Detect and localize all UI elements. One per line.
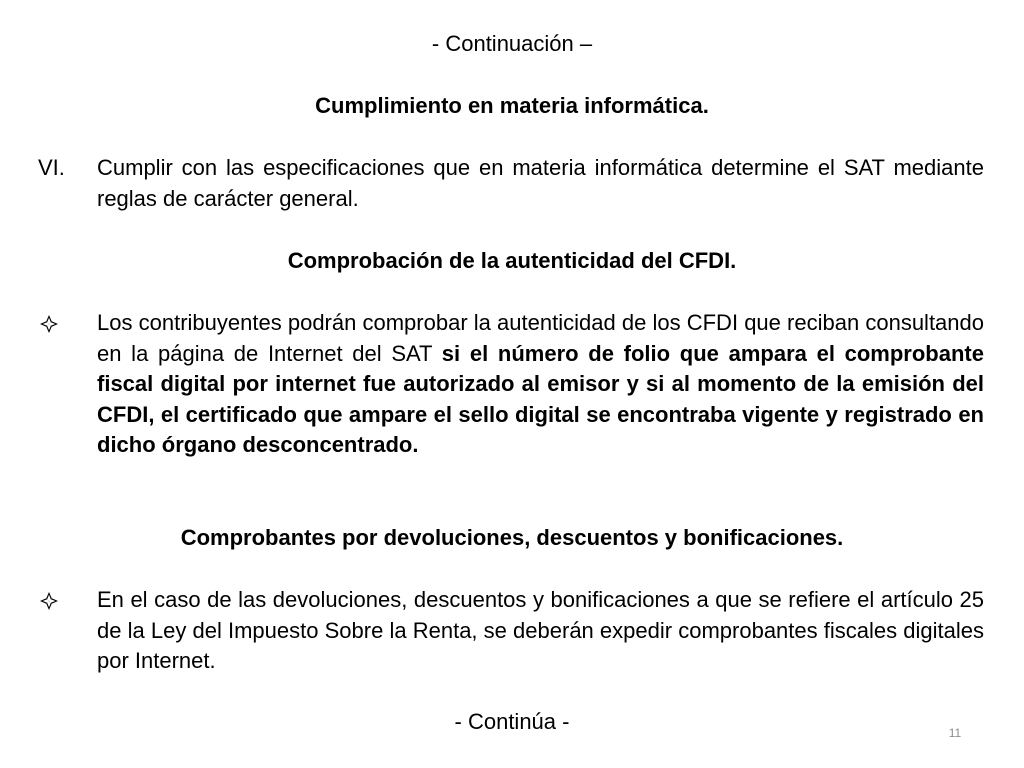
continuation-top: - Continuación –: [431, 31, 593, 56]
bullet-item-devoluciones: [38, 585, 984, 677]
page-number: 11: [948, 726, 962, 740]
heading-comprobacion: Comprobación de la autenticidad del CFDI.: [287, 248, 737, 273]
item-marker: VI.: [38, 155, 65, 180]
item-vi-text: Cumplir con las especificaciones que en materia informática determine el SAT mediante reglas de carácter general.: [97, 155, 984, 211]
bullet-autenticidad-text: [97, 308, 984, 461]
heading-cumplimiento: Cumplimiento en materia informática.: [315, 93, 709, 118]
heading-comprobantes-devoluciones: Comprobantes por devoluciones, descuentos y bonificaciones.: [180, 525, 844, 550]
bullet-item-autenticidad: [38, 308, 984, 461]
bullet-devoluciones-text: En el caso de las devoluciones, descuentos y bonificaciones a que se refiere el artículo 25 de la Ley del Impuesto Sobre la Renta, se deberán expedir comprobantes fiscales digitales por Internet.: [97, 587, 984, 673]
list-item-vi: [38, 153, 984, 214]
continuation-bottom: - Continúa -: [454, 709, 570, 734]
bullet-autenticidad-regular: Los contribuyentes podrán comprobar la autenticidad de los CFDI que reciban consultando en la página de Internet del SAT: [97, 310, 984, 366]
bullet-autenticidad-bold: si el número de folio que ampara el comprobante fiscal digital por internet fue autorizado al emisor y si al momento de la emisión del CFDI, el certificado que ampare el sello digital se encontraba vigente y registrado en dicho órgano desconcentrado.: [97, 340, 984, 457]
